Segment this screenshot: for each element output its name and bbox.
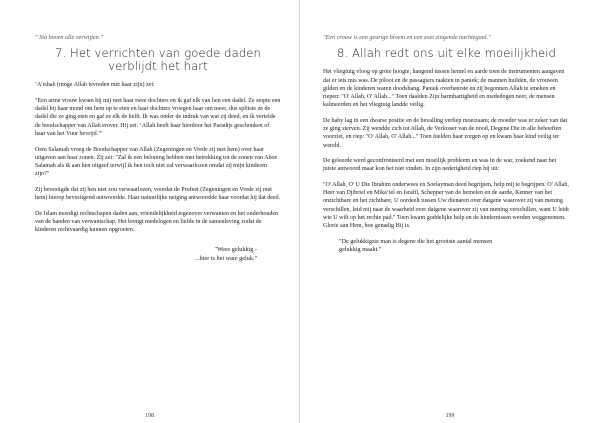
left-chapter-title: 7. Het verrichten van goede daden verblijdt het hart [55,46,261,74]
right-page [300,0,600,423]
left-closing-quote [35,246,281,263]
right-paragraph-1: Het vliegtuig vloog op grote hoogte, hangend tussen hemel en aarde toen de instrumenten aangaven dat er iets mis was. De piloot en de passagiers raakten in paniek; de mannen huilden, de vrouwen gilden en de kinderen waren doodsbang. Paniek overheerste en zij begonnen Allah te smeken en riepen: "O' Allah, O' Allah..." Toen daalden Zijn barmhartigheid en mededogen neer, de mensen kalmeerden en het vliegtuig landde veilig. [323,69,565,109]
right-closing-line-2: gelukkig maakt." [339,246,382,254]
right-page-number: 199 [445,413,455,419]
left-paragraph-2: "Een arme vrouw kwam bij mij met haar twee dochters en ik gaf elk van hen een dadel. Ze stopte een dadel bij haar mond om hem op te eten en haar dochters vroegen haar om meer, dus splitste ze de dadel die ze ging eten en gaf ze elk de helft. Ik was onder de indruk van wat zij deed, en ik vertelde de boodschapper van Allah erover. Hij zei: ‘Allah heeft haar hierdoor het Paradijs geschonken of haar van het Vuur bevrijd.’" [35,98,281,137]
right-paragraph-3: De geleerde werd geconfronteerd met een moeilijk probleem en was in de war, zoekend naar het juiste antwoord maar kon het niet vinden. In zijn nederigheid riep hij uit: [323,158,557,173]
right-closing-line-1: "De gelukkigste man is degene die het grootste aantal mensen [339,237,493,245]
right-chapter-title: 8. Allah redt ons uit elke moeilijkheid [336,46,556,61]
right-closing-quote [323,238,570,255]
left-page-number: 198 [145,413,154,419]
left-closing-line-2: ...hier is het ware geluk." [195,254,257,262]
left-paragraph-5: De Islam moedigt rechtschapen daden aan, vriendelijkheid tegenover verwanten en het onderhouden van de banden van verwantschap. Het brengt medelogen en liefde in de samenleving zodat de kinderen rechtvaardig kunnen opgroeien. [35,210,279,234]
left-paragraph-3: Oem Salamah vroeg de Boodschapper van Allah (Zegeningen en Vrede zij met hem) over haar uitgaven aan haar zonen. Zij zei: "Zal ik een beloning hebben met betrekking tot de zonen van Aboe Salamah als ik aan hen uitgeef terwijl ik hen toch niet zal verwaarlozen omdat zij mijn kinderen zijn?" [35,146,278,178]
right-epigraph: "Een vrouw is een geurige bloem en een zoet zingende nachtegaal." [323,34,491,41]
left-epigraph: " Sta boven alle verwijten." [35,34,103,41]
left-paragraph-1: ‘A’ishah (moge Allah tevreden met haar zijn) zei: [35,82,155,89]
left-closing-line-1: "Wees gelukkig - [214,246,257,254]
right-paragraph-2: De baby lag in een dwarse positie en de bevalling verliep moeizaam; de moeder was er zeker van dat ze ging sterven. Zij wendde zich tot Allah, de Verlosser van de nood, Degene Die in alle behoeften voorziet, en riep: "O' Allah, O' Allah..." Toen hielden haar zorgen op en kwam haar kind veilig ter wereld. [323,117,568,149]
left-paragraph-4: Zij bevestigde dat zij hen niet zou verwaarlozen, voordat de Profeet (Zegeningen en Vrede zij met hem) hierop bevestigend antwoordde. Haar natuurlijke neiging antwoordde haar voordat hij dat deed. [35,186,281,201]
right-paragraph-4: "O' Allah, O' U Die Ibrahim onderwees en Soelayman deed begrijpen, help mij te begrijpen. O' Allah, Heer van Djibriel en Mika’iel en Israfil, Schepper van de hemelen en de aarde, Kenner van het onzichtbare en het zichtbare, U oordeelt tussen Uw dienaren over datgene waarover zij van mening verschillen, leid mij naar de waarheid over datgene waarover zij van mening verschillen, want U leidt wie U wilt op het rechte pad." Toen kwam goddelijke hulp en de hindernissen werden weggenomen. Glorie aan Hem, hoe genadig Hij is. [323,182,569,230]
